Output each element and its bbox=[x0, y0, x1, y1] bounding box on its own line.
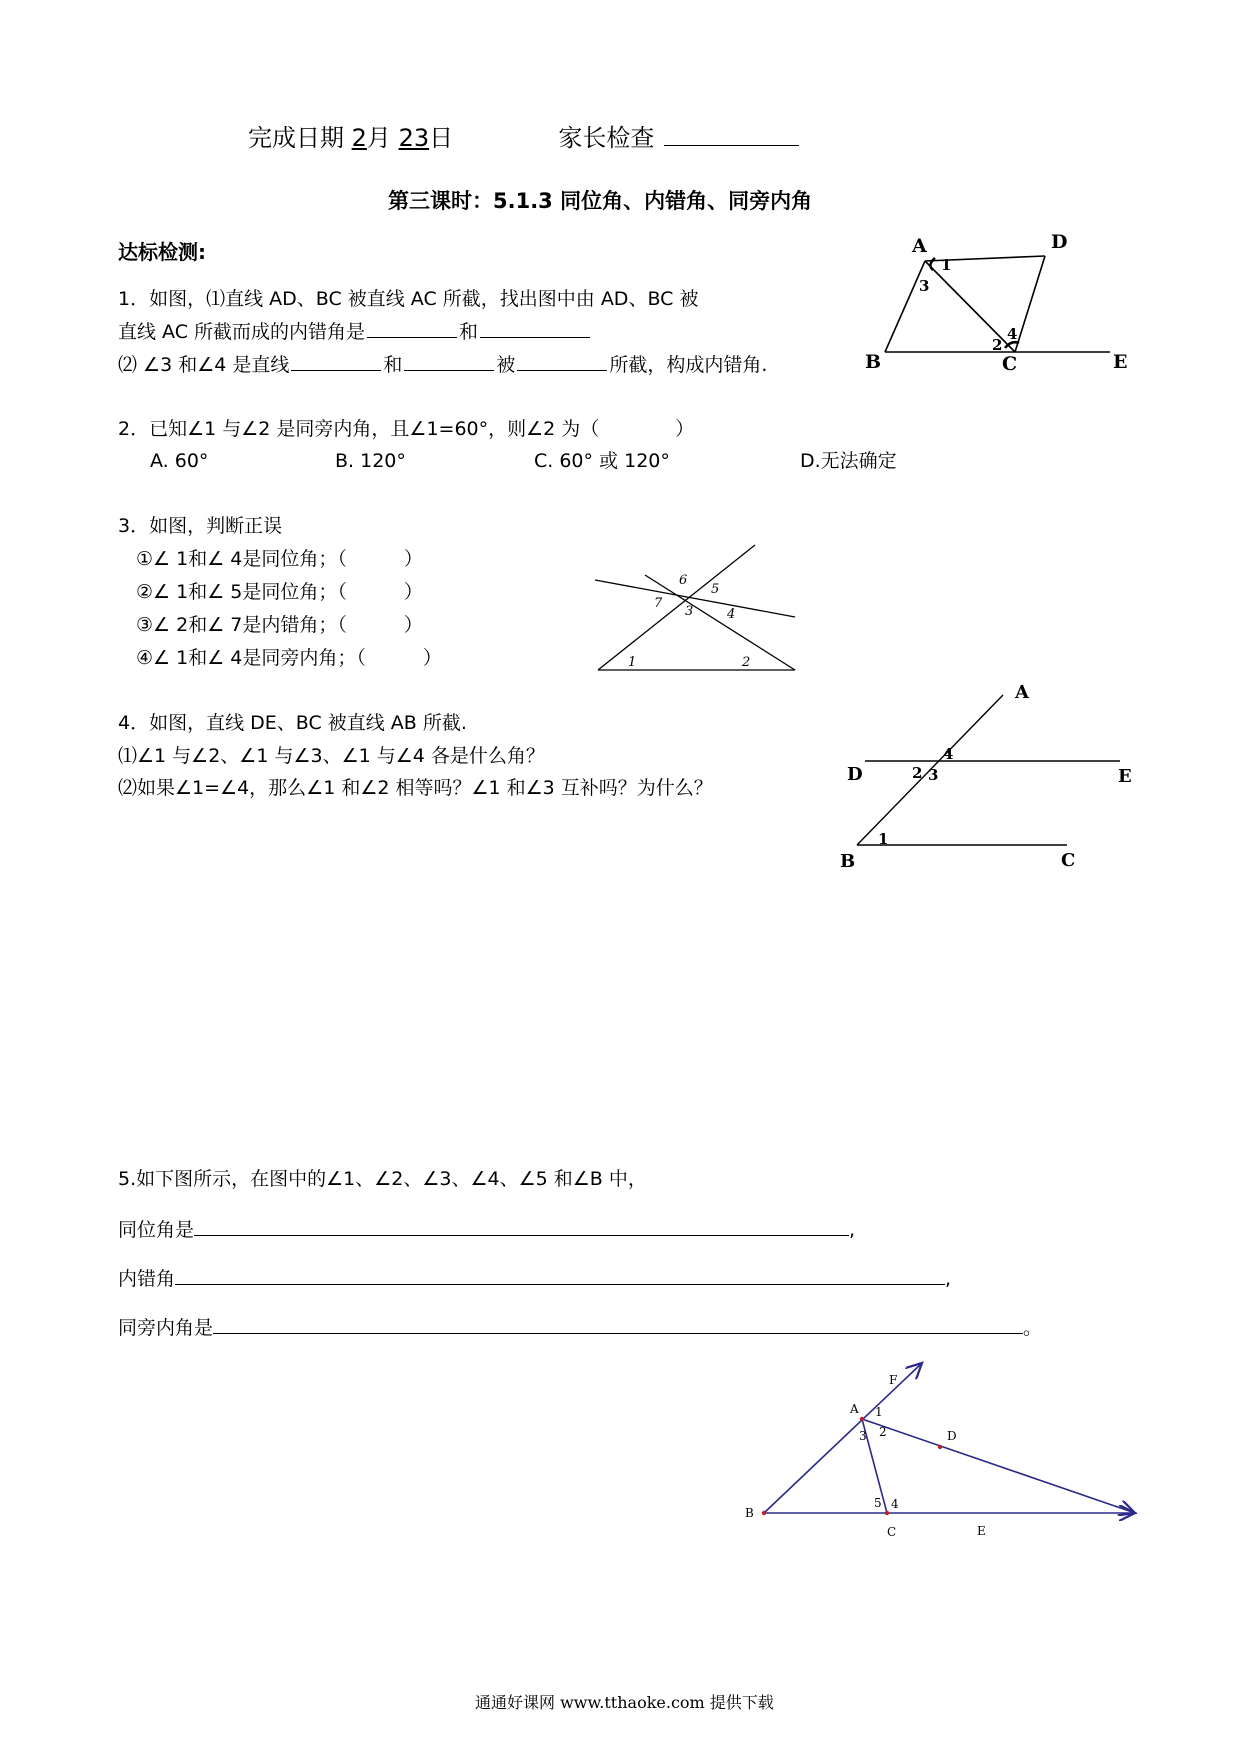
q3-angle-7: 7 bbox=[654, 596, 663, 611]
q3-figure bbox=[590, 535, 810, 675]
q2-option-c[interactable]: C. 60° 或 120° bbox=[534, 450, 670, 472]
q5-interior-end: 。 bbox=[1023, 1317, 1043, 1339]
q5-corresponding-end: , bbox=[849, 1219, 856, 1241]
q5-stem: 5.如下图所示，在图中的∠1、∠2、∠3、∠4、∠5 和∠B 中， bbox=[118, 1168, 647, 1190]
q5-label-E: E bbox=[977, 1524, 986, 1538]
q3-angle-4: 4 bbox=[727, 607, 736, 622]
q5-angle-3: 3 bbox=[859, 1429, 867, 1443]
date-label: 完成日期 bbox=[248, 124, 344, 152]
q3-stem: 3．如图，判断正误 bbox=[118, 515, 283, 537]
q4-angle-1: 1 bbox=[878, 830, 889, 848]
q1-line2 bbox=[118, 316, 592, 348]
q5-interior-blank[interactable] bbox=[213, 1311, 1023, 1334]
q2-option-d[interactable]: D.无法确定 bbox=[800, 450, 897, 472]
q3-item-1[interactable]: ①∠ 1和∠ 4是同位角；（ ） bbox=[136, 548, 423, 570]
q1-and: 和 bbox=[459, 321, 479, 343]
q5-alternate-line bbox=[118, 1262, 951, 1295]
q1-label-C: C bbox=[1002, 353, 1018, 375]
page-footer: 通通好课网 www.tthaoke.com 提供下载 bbox=[475, 1693, 774, 1712]
q1-line1: 1．如图，⑴直线 AD、BC 被直线 AC 所截，找出图中由 AD、BC 被 bbox=[118, 288, 699, 310]
day-unit: 日 bbox=[429, 124, 454, 152]
q3-angle-6: 6 bbox=[679, 573, 688, 588]
q1-blank-4[interactable] bbox=[404, 350, 494, 371]
parent-check-blank[interactable] bbox=[664, 125, 799, 146]
q5-label-C: C bbox=[887, 1525, 897, 1539]
q4-label-D: D bbox=[847, 764, 863, 785]
q1-figure bbox=[855, 225, 1145, 380]
q3-item-2[interactable]: ②∠ 1和∠ 5是同位角；（ ） bbox=[136, 581, 423, 603]
q2-option-a[interactable]: A. 60° bbox=[150, 450, 209, 472]
q5-angle-1: 1 bbox=[875, 1405, 883, 1419]
q5-angle-5: 5 bbox=[874, 1496, 882, 1510]
day-value: 23 bbox=[398, 124, 430, 152]
q5-label-A: A bbox=[850, 1402, 859, 1416]
q5-corresponding-label: 同位角是 bbox=[118, 1219, 195, 1241]
q5-label-B: B bbox=[745, 1506, 754, 1520]
q1-angle-2: 2 bbox=[992, 336, 1003, 354]
q1-line3 bbox=[118, 349, 767, 381]
q5-interior-label: 同旁内角是 bbox=[118, 1317, 214, 1339]
q1-angle-4: 4 bbox=[1007, 325, 1018, 343]
q3-item-4[interactable]: ④∠ 1和∠ 4是同旁内角；（ ） bbox=[136, 647, 442, 669]
q3-angle-5: 5 bbox=[711, 582, 720, 597]
q1-angle-3: 3 bbox=[919, 277, 930, 295]
q5-label-F: F bbox=[889, 1373, 898, 1387]
q4-angle-4: 4 bbox=[943, 745, 954, 763]
q5-alternate-blank[interactable] bbox=[175, 1262, 945, 1285]
q3-item-3[interactable]: ③∠ 2和∠ 7是内错角；（ ） bbox=[136, 614, 423, 636]
header-line bbox=[248, 118, 801, 153]
q1-line3-text: ⑵ ∠3 和∠4 是直线 bbox=[118, 354, 290, 376]
q5-angle-2: 2 bbox=[879, 1425, 887, 1439]
q5-label-D: D bbox=[947, 1429, 957, 1443]
q5-interior-line bbox=[118, 1311, 1042, 1344]
parent-check-label: 家长检查 bbox=[558, 124, 655, 152]
q4-part1: ⑴∠1 与∠2、∠1 与∠3、∠1 与∠4 各是什么角？ bbox=[118, 745, 545, 767]
q1-blank-2[interactable] bbox=[480, 317, 590, 338]
q5-figure bbox=[735, 1360, 1145, 1550]
q5-corresponding-line bbox=[118, 1213, 855, 1246]
q1-label-A: A bbox=[912, 235, 927, 257]
q1-line3-by: 被 bbox=[496, 354, 516, 376]
q4-part2: ⑵如果∠1=∠4，那么∠1 和∠2 相等吗？∠1 和∠3 互补吗？为什么？ bbox=[118, 777, 713, 799]
month-value: 2 bbox=[351, 124, 367, 152]
page-title: 第三课时：5.1.3 同位角、内错角、同旁内角 bbox=[388, 189, 813, 213]
q2-option-b[interactable]: B. 120° bbox=[335, 450, 406, 472]
q1-blank-5[interactable] bbox=[517, 350, 607, 371]
q3-angle-2: 2 bbox=[742, 655, 751, 670]
q1-blank-3[interactable] bbox=[291, 350, 381, 371]
q4-label-A: A bbox=[1015, 682, 1029, 703]
q4-angle-3: 3 bbox=[928, 766, 939, 784]
q1-label-B: B bbox=[865, 351, 882, 373]
q1-blank-1[interactable] bbox=[367, 317, 457, 338]
q4-angle-2: 2 bbox=[912, 764, 923, 782]
q1-label-D: D bbox=[1051, 231, 1068, 253]
q5-corresponding-blank[interactable] bbox=[194, 1213, 849, 1236]
q4-label-E: E bbox=[1118, 766, 1132, 787]
q1-angle-1: 1 bbox=[941, 256, 952, 274]
q1-line3-post: 所截，构成内错角. bbox=[609, 354, 768, 376]
q1-line2-text: 直线 AC 所截而成的内错角是 bbox=[118, 321, 366, 343]
q4-label-C: C bbox=[1061, 850, 1076, 871]
section-label: 达标检测: bbox=[118, 240, 206, 264]
month-unit: 月 bbox=[366, 124, 391, 152]
q3-angle-3: 3 bbox=[685, 604, 694, 619]
q4-label-B: B bbox=[840, 851, 856, 872]
q4-stem: 4．如图，直线 DE、BC 被直线 AB 所截. bbox=[118, 712, 467, 734]
q5-alternate-end: , bbox=[945, 1268, 952, 1290]
q5-angle-4: 4 bbox=[891, 1497, 899, 1511]
q3-angle-1: 1 bbox=[628, 655, 637, 670]
q5-alternate-label: 内错角 bbox=[118, 1268, 176, 1290]
q1-line3-and: 和 bbox=[383, 354, 403, 376]
q4-figure bbox=[835, 680, 1135, 880]
q2-stem: 2．已知∠1 与∠2 是同旁内角，且∠1=60°，则∠2 为（ ） bbox=[118, 418, 695, 440]
q1-label-E: E bbox=[1113, 351, 1128, 373]
